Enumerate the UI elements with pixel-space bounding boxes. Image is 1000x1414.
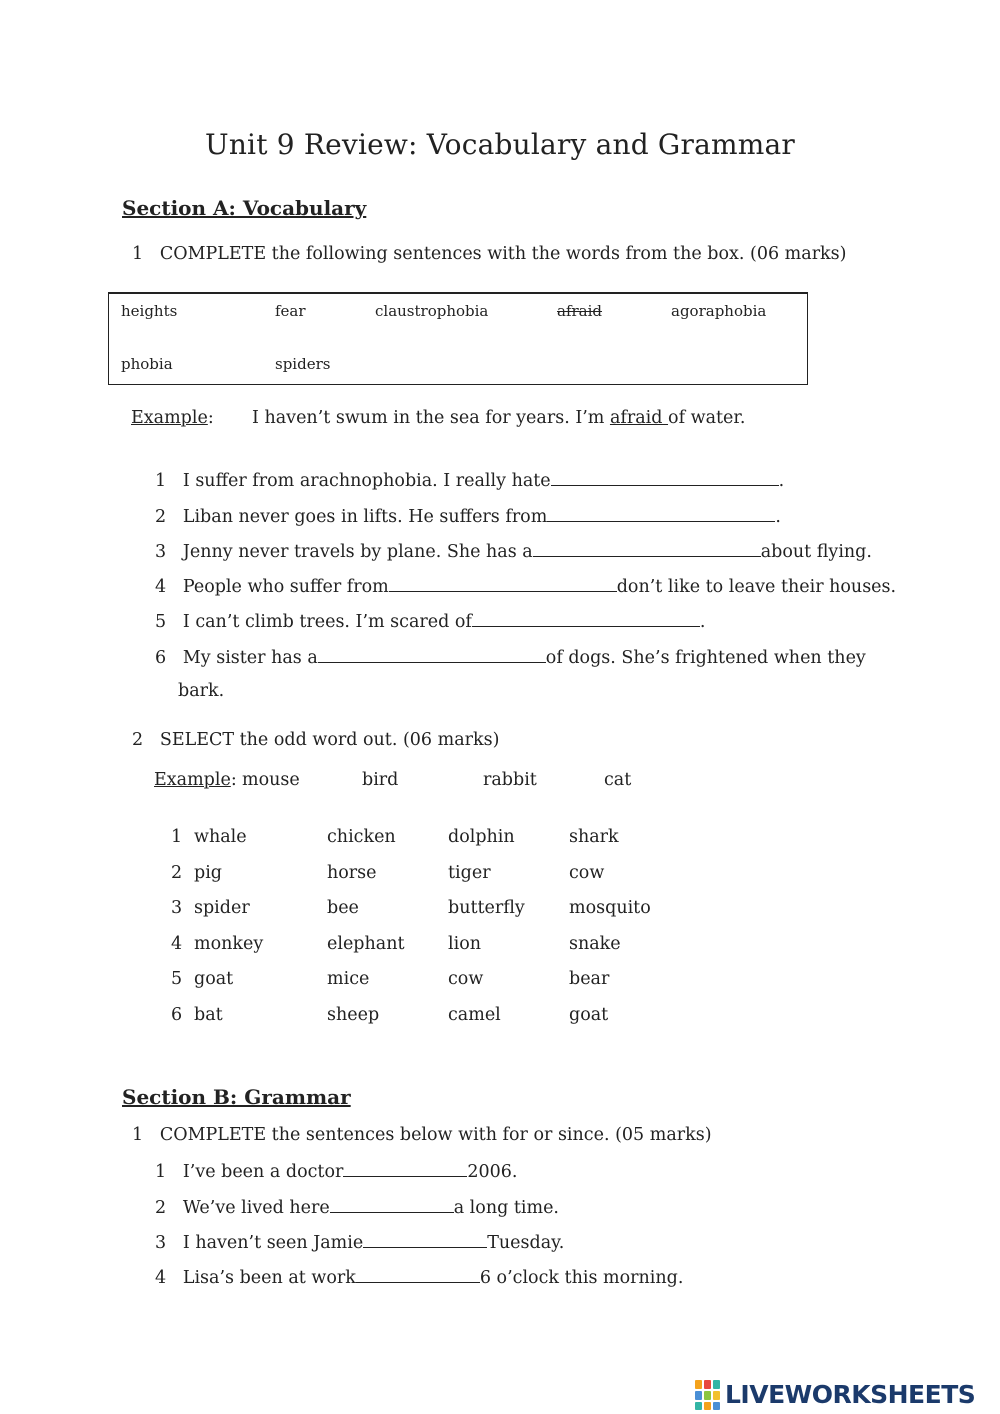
example-after: of water. — [668, 408, 746, 428]
item-text-after: don’t like to leave their houses. — [616, 577, 897, 597]
q1-instruction-line — [132, 244, 846, 264]
item-text-before: I’ve been a doctor — [182, 1162, 344, 1182]
item-number: 2 — [155, 1198, 167, 1218]
logo-block — [713, 1402, 720, 1410]
logo-mark-icon — [695, 1380, 721, 1410]
q1-example — [131, 408, 214, 428]
item-text-after: 6 o’clock this morning. — [479, 1268, 684, 1288]
b-q1-item-2 — [155, 1196, 559, 1218]
odd-word-option[interactable]: horse — [327, 863, 377, 883]
odd-word-option[interactable]: chicken — [327, 827, 396, 847]
q1-item-2 — [155, 505, 781, 527]
odd-word-option[interactable]: whale — [194, 827, 247, 847]
item-text-before: Liban never goes in lifts. He suffers from — [182, 507, 548, 527]
example-label: Example — [131, 408, 208, 428]
q1-number: 1 — [132, 244, 144, 264]
answer-blank[interactable] — [356, 1266, 480, 1283]
q2-number: 2 — [132, 730, 144, 750]
item-text-after: . — [775, 507, 781, 527]
example-colon: : — [230, 770, 237, 790]
logo-block — [695, 1402, 702, 1410]
answer-blank[interactable] — [318, 646, 546, 663]
odd-word-option[interactable]: camel — [448, 1005, 501, 1025]
odd-word-option[interactable]: monkey — [194, 934, 264, 954]
row-number: 6 — [171, 1005, 183, 1025]
box-word-afraid-crossed: afraid — [557, 302, 603, 320]
q1-instruction: COMPLETE the following sentences with the words from the box. (06 marks) — [159, 244, 847, 264]
item-text-before: We’ve lived here — [182, 1198, 330, 1218]
item-number: 5 — [155, 612, 167, 632]
box-word-heights: heights — [121, 302, 178, 320]
b-q1-instruction-line — [132, 1125, 712, 1145]
answer-blank[interactable] — [363, 1231, 487, 1248]
item-text-after: about flying. — [760, 542, 872, 562]
row-number: 5 — [171, 969, 183, 989]
q1-item-1 — [155, 469, 784, 491]
item-number: 4 — [155, 1268, 167, 1288]
answer-blank[interactable] — [551, 469, 779, 486]
q2-example-word-1: mouse — [242, 770, 300, 790]
odd-word-option[interactable]: cow — [448, 969, 484, 989]
b-q1-number: 1 — [132, 1125, 144, 1145]
answer-blank[interactable] — [472, 610, 700, 627]
item-text-before: I can’t climb trees. I’m scared of — [182, 612, 472, 632]
liveworksheets-logo — [695, 1378, 995, 1412]
logo-block — [713, 1380, 720, 1389]
item-number: 1 — [155, 471, 167, 491]
q1-example-sentence — [252, 408, 745, 428]
item-number: 3 — [155, 542, 167, 562]
item-text-after: 2006. — [467, 1162, 518, 1182]
q1-item-6-continued: bark. — [178, 681, 225, 701]
odd-word-option[interactable]: goat — [569, 1005, 609, 1025]
answer-blank[interactable] — [389, 575, 617, 592]
example-colon: : — [207, 408, 214, 428]
row-number: 1 — [171, 827, 183, 847]
item-text-after: a long time. — [453, 1198, 559, 1218]
item-text-after: . — [699, 612, 706, 632]
word-box — [108, 292, 808, 385]
odd-word-option[interactable]: elephant — [327, 934, 405, 954]
odd-word-option[interactable]: sheep — [327, 1005, 380, 1025]
item-text-before: People who suffer from — [182, 577, 389, 597]
odd-word-option[interactable]: goat — [194, 969, 234, 989]
odd-word-option[interactable]: pig — [194, 863, 223, 883]
odd-word-option[interactable]: mice — [327, 969, 370, 989]
odd-word-option[interactable]: dolphin — [448, 827, 515, 847]
item-number: 4 — [155, 577, 167, 597]
box-word-phobia: phobia — [121, 355, 173, 373]
odd-word-option[interactable]: cow — [569, 863, 605, 883]
logo-block — [695, 1380, 702, 1389]
q1-item-4 — [155, 575, 896, 597]
odd-word-option[interactable]: tiger — [448, 863, 491, 883]
odd-word-option[interactable]: mosquito — [569, 898, 651, 918]
q2-example-word-3: rabbit — [483, 770, 537, 790]
logo-block — [713, 1391, 720, 1400]
item-text-before: My sister has a — [182, 648, 318, 668]
answer-blank[interactable] — [330, 1196, 454, 1213]
item-text-after: of dogs. She’s frightened when they — [545, 648, 866, 668]
item-number: 2 — [155, 507, 167, 527]
item-number: 3 — [155, 1233, 167, 1253]
logo-text: LIVEWORKSHEETS — [725, 1380, 976, 1409]
logo-block — [704, 1391, 711, 1400]
item-text-after: . — [778, 471, 785, 491]
odd-word-option[interactable]: spider — [194, 898, 250, 918]
section-a-heading: Section A: Vocabulary — [122, 196, 367, 220]
b-q1-item-1 — [155, 1160, 517, 1182]
row-number: 2 — [171, 863, 183, 883]
q1-item-5 — [155, 610, 705, 632]
box-word-agoraphobia: agoraphobia — [671, 302, 767, 320]
row-number: 3 — [171, 898, 183, 918]
q2-instruction-line — [132, 730, 499, 750]
odd-word-option[interactable]: lion — [448, 934, 482, 954]
item-text-after: Tuesday. — [487, 1233, 565, 1253]
box-word-claustrophobia: claustrophobia — [375, 302, 489, 320]
answer-blank[interactable] — [533, 540, 761, 557]
q1-item-6 — [155, 646, 866, 668]
section-b-heading: Section B: Grammar — [122, 1085, 351, 1109]
item-text-before: Jenny never travels by plane. She has a — [182, 542, 533, 562]
item-text-before: I haven’t seen Jamie — [182, 1233, 364, 1253]
odd-word-option[interactable]: butterfly — [448, 898, 525, 918]
page-title: Unit 9 Review: Vocabulary and Grammar — [205, 128, 795, 161]
q2-example-word-2: bird — [362, 770, 399, 790]
box-word-fear: fear — [275, 302, 306, 320]
logo-block — [704, 1380, 711, 1389]
b-q1-item-3 — [155, 1231, 564, 1253]
q2-example-word-4: cat — [604, 770, 632, 790]
example-before: I haven’t swum in the sea for years. I’m — [252, 408, 610, 428]
example-label: Example — [154, 770, 231, 790]
q1-item-3 — [155, 540, 872, 562]
odd-word-option[interactable]: shark — [569, 827, 619, 847]
odd-word-option[interactable]: bat — [194, 1005, 223, 1025]
odd-word-option[interactable]: bear — [569, 969, 610, 989]
q2-example — [154, 770, 237, 790]
item-text-before: Lisa’s been at work — [182, 1268, 356, 1288]
logo-block — [695, 1391, 702, 1400]
item-number: 6 — [155, 648, 167, 668]
example-answer: afraid — [609, 408, 669, 428]
logo-block — [704, 1402, 711, 1410]
answer-blank[interactable] — [343, 1160, 467, 1177]
box-word-spiders: spiders — [275, 355, 331, 373]
odd-word-option[interactable]: bee — [327, 898, 359, 918]
q2-instruction: SELECT the odd word out. (06 marks) — [159, 730, 500, 750]
b-q1-item-4 — [155, 1266, 683, 1288]
answer-blank[interactable] — [547, 505, 775, 522]
odd-word-option[interactable]: snake — [569, 934, 621, 954]
item-text-before: I suffer from arachnophobia. I really hate — [182, 471, 551, 491]
b-q1-instruction: COMPLETE the sentences below with for or since. (05 marks) — [159, 1125, 712, 1145]
row-number: 4 — [171, 934, 183, 954]
item-number: 1 — [155, 1162, 167, 1182]
